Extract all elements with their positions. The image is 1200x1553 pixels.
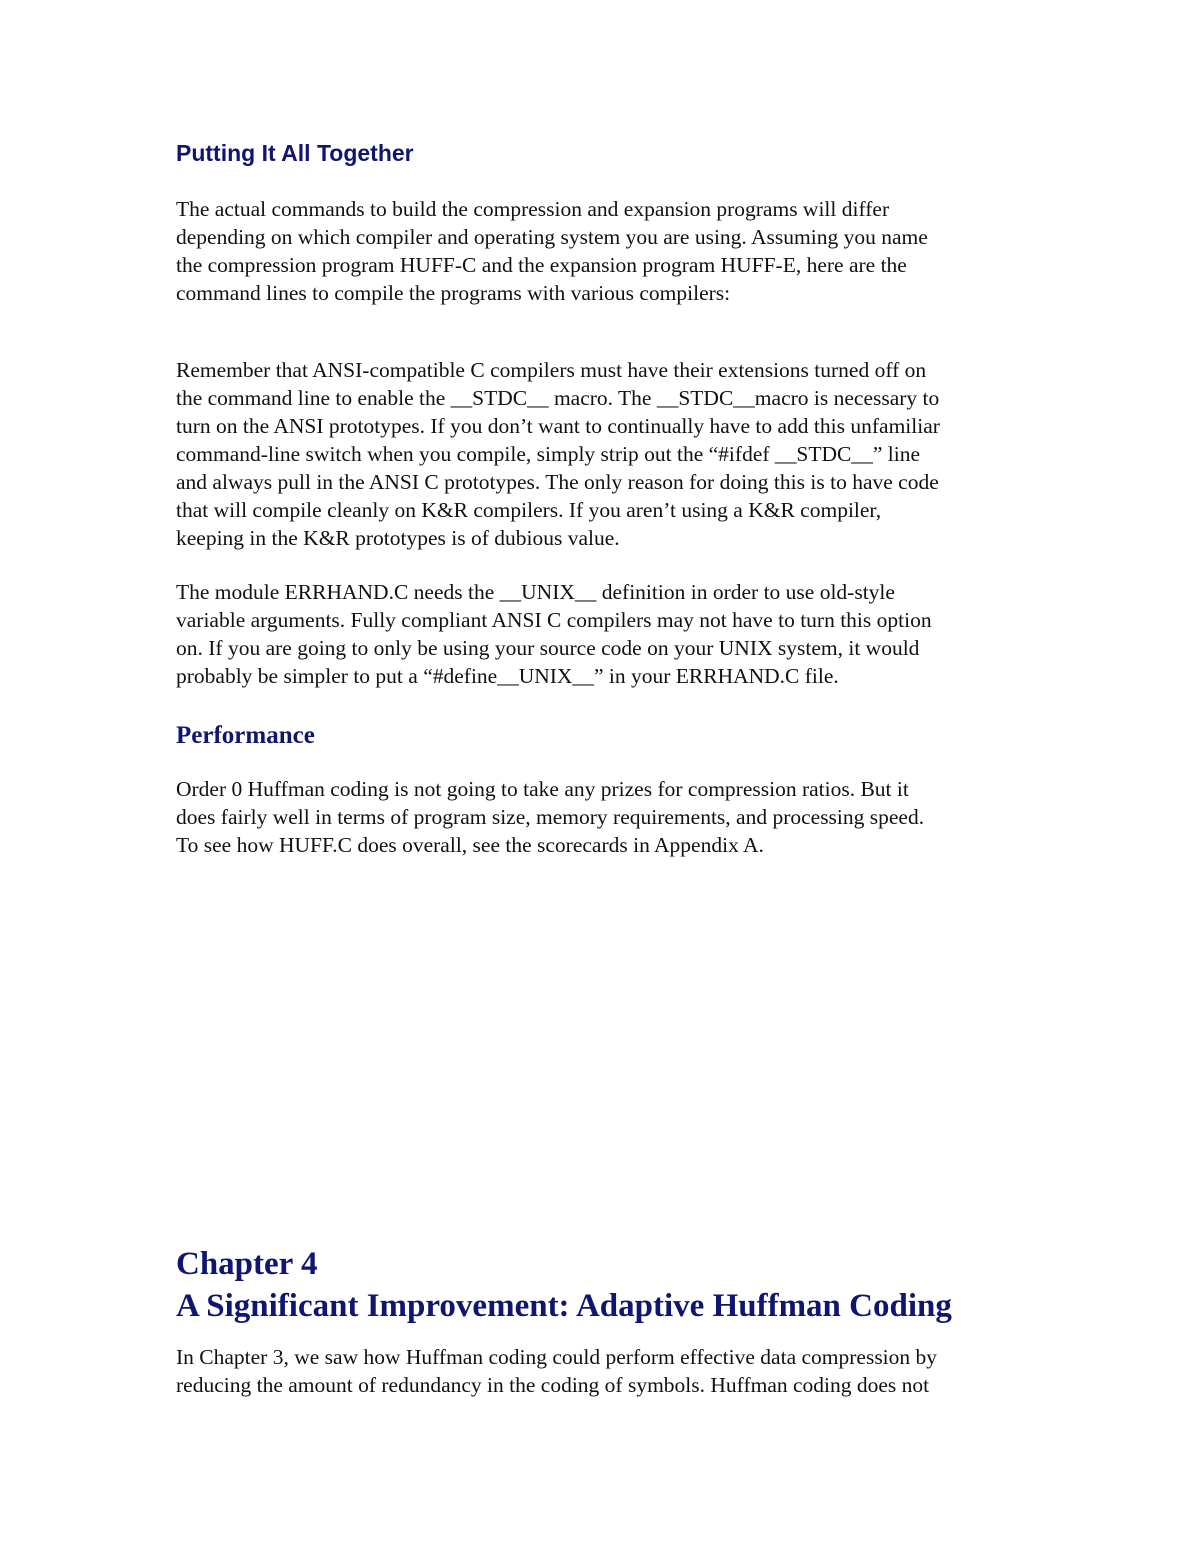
paragraph-ansi-extensions <box>176 356 1036 552</box>
text-line: depending on which compiler and operating system you are using. Assuming you name <box>176 225 928 249</box>
text-line: reducing the amount of redundancy in the coding of symbols. Huffman coding does not <box>176 1373 930 1397</box>
text-line: command-line switch when you compile, simply strip out the “#ifdef __STDC__” line <box>176 442 921 466</box>
text-line: In Chapter 3, we saw how Huffman coding could perform effective data compression by <box>176 1345 938 1369</box>
text-line: the command line to enable the __STDC__ macro. The __STDC__macro is necessary to <box>176 386 940 410</box>
text-line: Remember that ANSI-compatible C compilers must have their extensions turned off on <box>176 358 927 382</box>
text-line: The actual commands to build the compression and expansion programs will differ <box>176 197 890 221</box>
paragraph-build-commands <box>176 195 1036 307</box>
text-line: the compression program HUFF-C and the expansion program HUFF-E, here are the <box>176 253 907 277</box>
text-line: command lines to compile the programs with various compilers: <box>176 281 731 305</box>
chapter-title: A Significant Improvement: Adaptive Huffman Coding <box>176 1288 952 1324</box>
paragraph-performance <box>176 775 1036 859</box>
text-line: that will compile cleanly on K&R compilers. If you aren’t using a K&R compiler, <box>176 498 882 522</box>
paragraph-chapter-intro <box>176 1343 1036 1399</box>
section-heading-putting-it-all-together: Putting It All Together <box>176 140 414 166</box>
text-line: does fairly well in terms of program size, memory requirements, and processing speed. <box>176 805 925 829</box>
text-line: on. If you are going to only be using your source code on your UNIX system, it would <box>176 636 920 660</box>
text-line: and always pull in the ANSI C prototypes. The only reason for doing this is to have code <box>176 470 939 494</box>
chapter-heading <box>176 1243 952 1327</box>
text-line: Order 0 Huffman coding is not going to take any prizes for compression ratios. But it <box>176 777 909 801</box>
text-line: The module ERRHAND.C needs the __UNIX__ definition in order to use old-style <box>176 580 895 604</box>
section-heading-performance: Performance <box>176 722 315 749</box>
text-line: variable arguments. Fully compliant ANSI C compilers may not have to turn this option <box>176 608 932 632</box>
paragraph-errhand-module <box>176 578 1036 690</box>
text-line: turn on the ANSI prototypes. If you don’t want to continually have to add this unfamiliar <box>176 414 940 438</box>
chapter-number: Chapter 4 <box>176 1246 318 1282</box>
text-line: To see how HUFF.C does overall, see the scorecards in Appendix A. <box>176 833 764 857</box>
text-line: probably be simpler to put a “#define__UNIX__” in your ERRHAND.C file. <box>176 664 839 688</box>
text-line: keeping in the K&R prototypes is of dubious value. <box>176 526 620 550</box>
